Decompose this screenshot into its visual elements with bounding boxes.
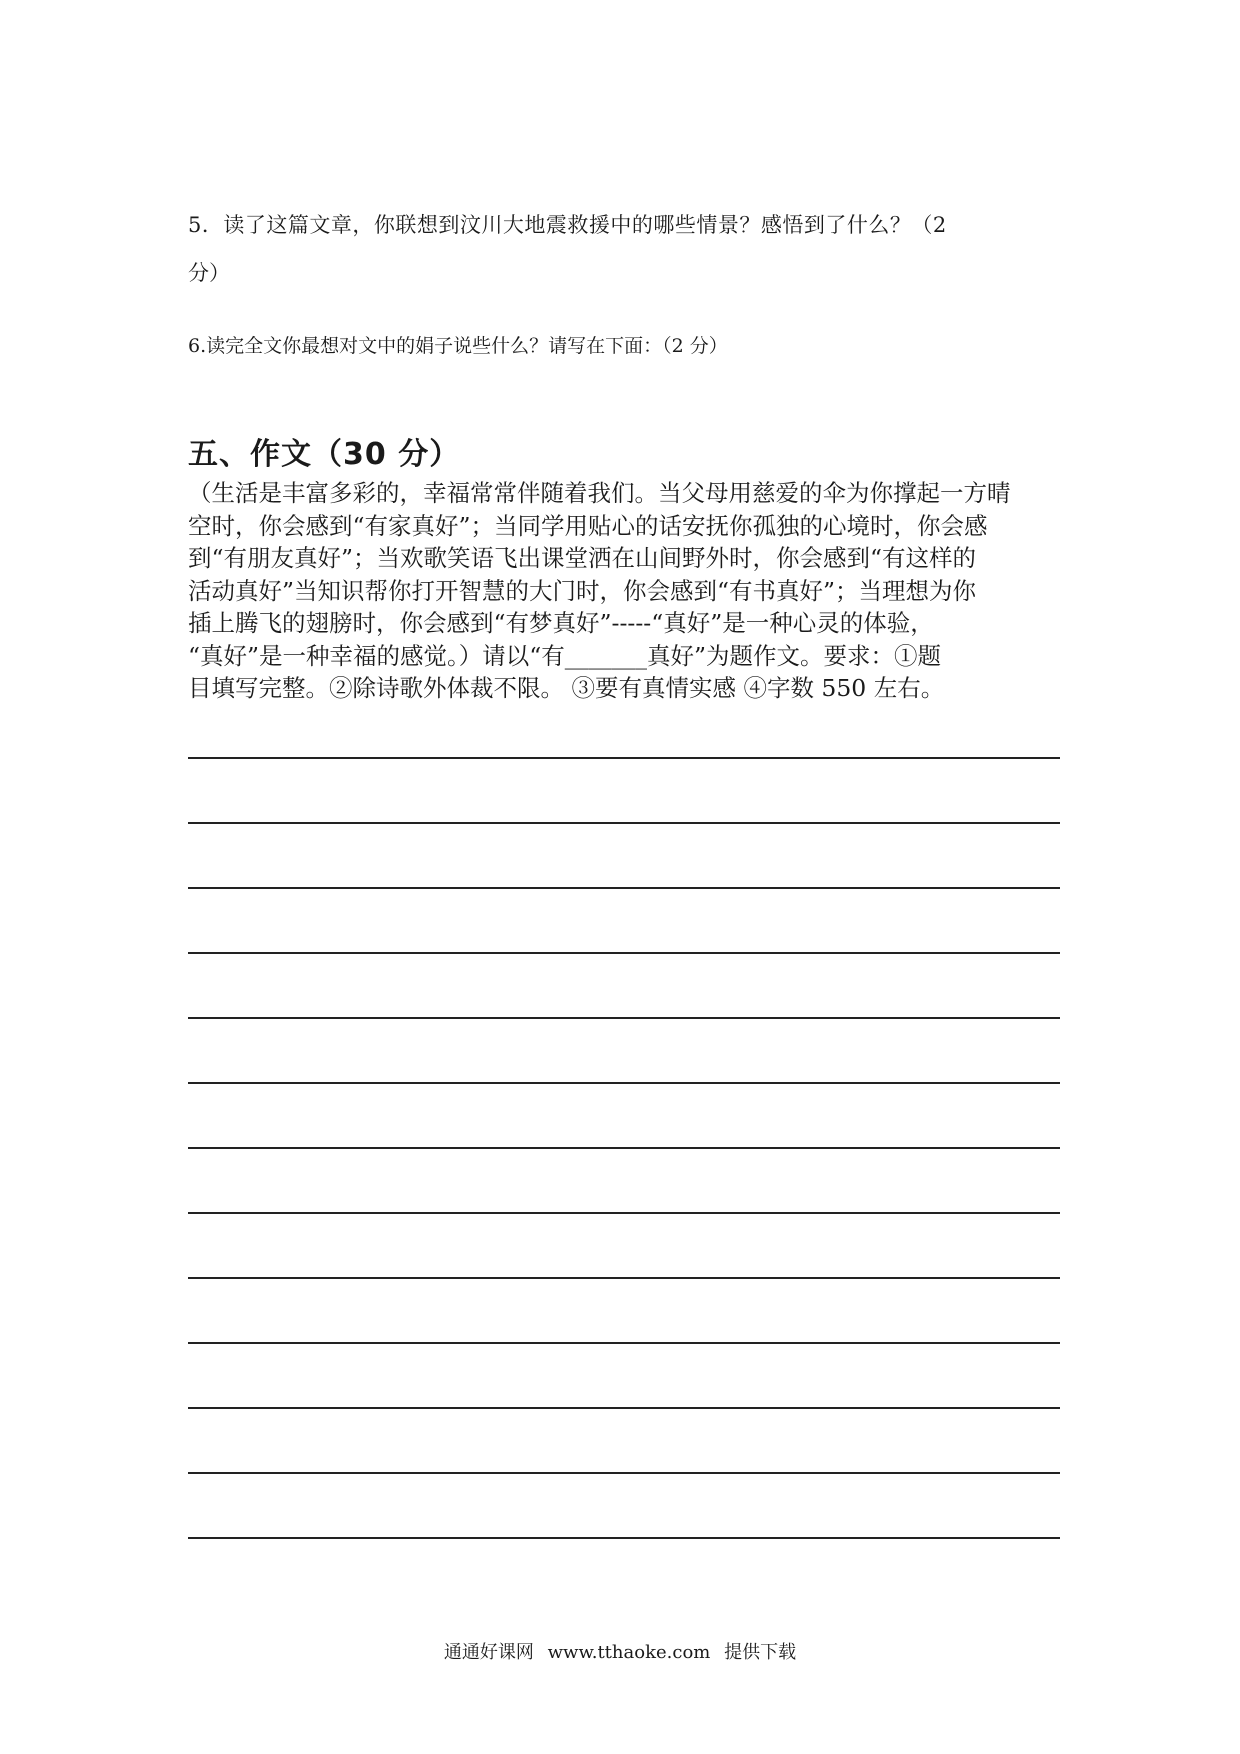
writing-line [188, 1212, 1060, 1214]
writing-line [188, 1342, 1060, 1344]
essay-prompt-line: 到“有朋友真好”；当欢歌笑语飞出课堂洒在山间野外时，你会感到“有这样的 [188, 544, 977, 572]
writing-line [188, 1082, 1060, 1084]
essay-prompt-line: “真好”是一种幸福的感觉。）请以“有_______真好”为题作文。要求：①题 [188, 641, 942, 670]
writing-line [188, 1277, 1060, 1279]
essay-prompt-line: 活动真好”当知识帮你打开智慧的大门时，你会感到“有书真好”；当理想为你 [188, 576, 977, 605]
page-footer [0, 1641, 1240, 1665]
writing-line [188, 1017, 1060, 1019]
question-5-text-continued: 分） [188, 261, 230, 285]
writing-line [188, 1407, 1060, 1409]
writing-line [188, 1147, 1060, 1149]
writing-line [188, 952, 1060, 954]
essay-prompt-line: （生活是丰富多彩的，幸福常常伴随着我们。当父母用慈爱的伞为你撑起一方晴 [188, 479, 1011, 507]
writing-line [188, 1537, 1060, 1539]
essay-section-title: 五、作文（30 分） [188, 437, 461, 472]
essay-prompt-line: 插上腾飞的翅膀时，你会感到“有梦真好”-----“真好”是一种心灵的体验， [188, 609, 934, 637]
essay-prompt-line: 空时，你会感到“有家真好”；当同学用贴心的话安抚你孤独的心境时，你会感 [188, 511, 988, 540]
writing-line [188, 757, 1060, 759]
footer-url: www.tthaoke.com [547, 1642, 711, 1663]
writing-line [188, 887, 1060, 889]
footer-note: 提供下载 [724, 1642, 797, 1663]
footer-site-name: 通通好课网 [443, 1642, 534, 1663]
writing-line [188, 822, 1060, 824]
essay-prompt-line: 目填写完整。②除诗歌外体裁不限。 ③要有真情实感 ④字数 550 左右。 [188, 674, 945, 702]
question-6-text: 6.读完全文你最想对文中的娟子说些什么？请写在下面：（2 分） [188, 335, 728, 357]
question-5-text: 5．读了这篇文章，你联想到汶川大地震救援中的哪些情景？感悟到了什么？（2 [188, 213, 947, 237]
essay-writing-area [188, 0, 1060, 1754]
writing-line [188, 1472, 1060, 1474]
